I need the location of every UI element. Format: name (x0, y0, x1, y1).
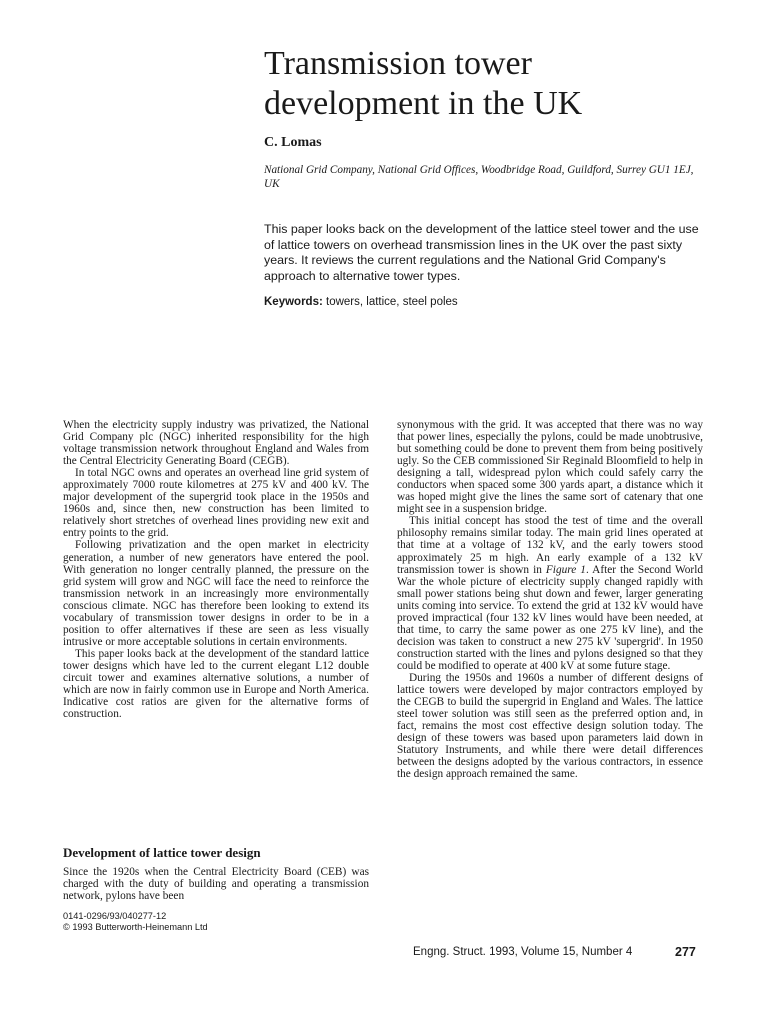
journal-code: 0141-0296/93/040277-12 (63, 911, 167, 921)
figure-reference[interactable]: Figure 1 (545, 563, 586, 576)
body-paragraph: Following privatization and the open market in electricity generation, a number of new generators have entered the pool. With generation no longer centrally planned, the pressure on the grid system will grow and NGC will face the need to reinforce the transmission network in an increasingly more environmentally conscious climate. NGC has therefore been looking to extend its vocabulary of transmission tower designs in order to be in a position to offer alternatives if these are seen as less visually intrusive or more acceptable solutions in certain environments. (63, 539, 369, 648)
footnote (63, 911, 208, 933)
copyright-notice: © 1993 Butterworth-Heinemann Ltd (63, 922, 208, 932)
keywords-label: Keywords: (264, 296, 323, 308)
body-paragraph (397, 515, 703, 672)
author-affiliation: National Grid Company, National Grid Offices, Woodbridge Road, Guildford, Surrey GU1 1EJ, UK (264, 164, 694, 190)
paragraph-text: . After the Second World War the whole picture of electricity supply changed rapidly with small power stations being shut down and fewer, larger generating units coming into service. To extend the grid at 132 kV would have proved impractical (four 132 kV lines would have been needed, at that time, to carry the same power as one 275 kV line), and the decision was taken to construct a new 275 kV 'supergrid'. In 1950 construction started with the lines and pylons designed so that they could be modified to operate at 400 kV at some future stage. (397, 563, 703, 672)
body-paragraph: Since the 1920s when the Central Electricity Board (CEB) was charged with the duty of building and operating a transmission network, pylons have been (63, 866, 369, 903)
title-line-1: Transmission tower (264, 45, 532, 82)
keywords (264, 296, 458, 308)
title-line-2: development in the UK (264, 85, 583, 122)
body-paragraph: When the electricity supply industry was privatized, the National Grid Company plc (NGC) inherited responsibility for the high voltage transmission network throughout England and Wales from the Central Electricity Generating Board (CEGB). (63, 419, 369, 468)
keywords-list: towers, lattice, steel poles (326, 296, 458, 308)
body-paragraph: During the 1950s and 1960s a number of different designs of lattice towers were developed by major contractors employed by the CEGB to build the supergrid in England and Wales. The lattice steel tower solution was still seen as the preferred option and, in fact, remains the most cost effective design solution today. The design of these towers was based upon parameters laid down in Statutory Instruments, and while there were detail differences between the designs adopted by the various contractors, in essence the design approach remained the same. (397, 671, 703, 781)
page-number: 277 (675, 945, 696, 959)
body-paragraph: This paper looks back at the development of the standard lattice tower designs which have led to the current elegant L12 double circuit tower and examines alternative solutions, a number of which are now in fairly common use in Europe and North America. Indicative cost ratios are given for the alternative forms of construction. (63, 647, 369, 721)
section-heading: Development of lattice tower design (63, 845, 261, 860)
paragraph-text: This initial concept has stood the test of time and the overall philosophy remains similar today. The main grid lines operated at that time at a voltage of 132 kV, and the early towers stood approximately 25 m high. An early example of a 132 kV transmission tower is shown in (397, 515, 703, 576)
left-column-continued (63, 866, 369, 902)
right-column (397, 419, 703, 780)
journal-reference: Engng. Struct. 1993, Volume 15, Number 4 (413, 946, 633, 958)
author-name: C. Lomas (264, 135, 322, 150)
left-column (63, 419, 369, 720)
article-title (264, 44, 734, 124)
body-paragraph: synonymous with the grid. It was accepted that there was no way that power lines, especially the pylons, could be made unobtrusive, but something could be done to prevent them from being positively ugly. So the CEB commissioned Sir Reginald Bloomfield to help in designing a tall, widespread pylon which could safely carry the conductors when spaced some 300 yards apart, a distance which it was hoped might give the lines the same sort of catenary that one might see in a suspension bridge. (397, 419, 703, 516)
abstract: This paper looks back on the development of the lattice steel tower and the use of lattice towers on overhead transmission lines in the UK over the past sixty years. It reviews the current regulations and the National Grid Company's approach to alternative tower types. (264, 222, 699, 283)
body-paragraph: In total NGC owns and operates an overhead line grid system of approximately 7000 route kilometres at 275 kV and 400 kV. The major development of the supergrid took place in the 1950s and 1960s and, since then, new construction has been limited to relatively short stretches of overhead lines providing new exit and entry points to the grid. (63, 467, 369, 540)
